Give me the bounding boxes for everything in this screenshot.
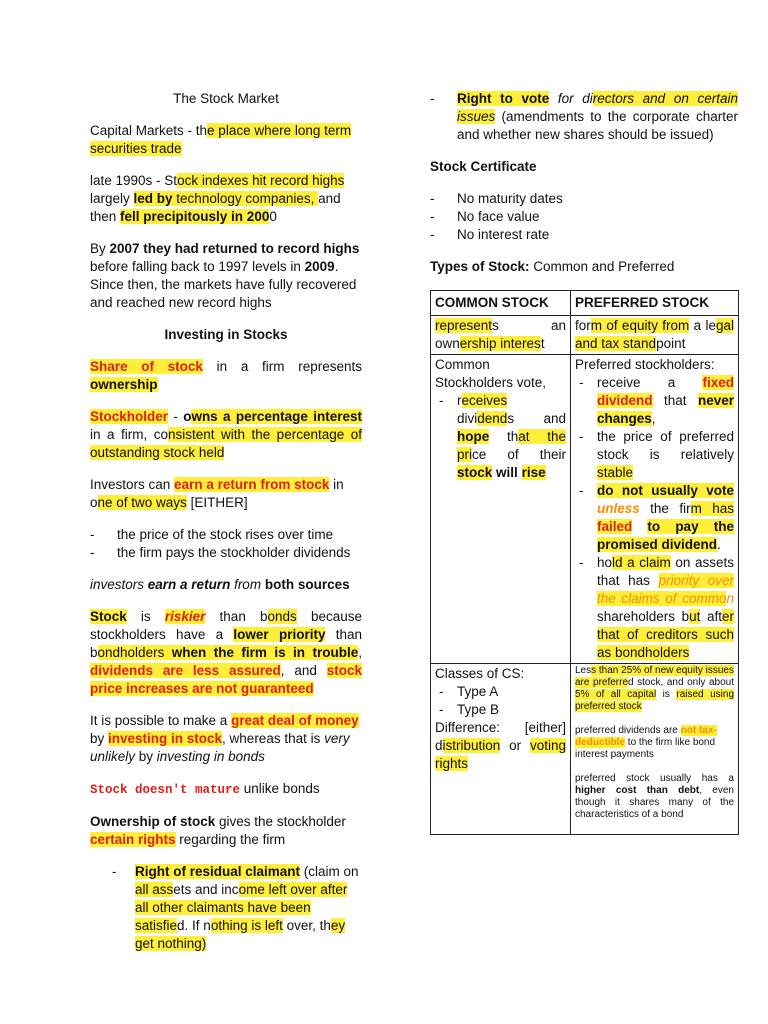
paragraph [90, 122, 362, 158]
text-run-styled: ownership [90, 377, 158, 392]
text-run: (amendments to the corporate charter and whether new shares should be issued) [457, 109, 738, 142]
list-item [575, 374, 734, 428]
text-run: Classes of CS: [435, 666, 525, 681]
text-run-styled: will [496, 465, 522, 480]
text-run: gives the stockholder [215, 814, 346, 829]
list-item [575, 482, 734, 554]
paragraph [90, 326, 362, 344]
dash-list [90, 863, 362, 953]
text-run: preferred dividends are [575, 725, 681, 736]
list-item [90, 526, 362, 544]
list-item [430, 226, 738, 244]
text-run-styled: ey get nothing) [135, 918, 346, 951]
text-run-styled: all ass [135, 882, 174, 897]
text-run: to the firm like bond interest payments [575, 737, 716, 760]
text-run: Type A [457, 684, 499, 699]
text-run: the fir [639, 501, 691, 516]
paragraph [575, 725, 734, 761]
text-run: ho [597, 555, 613, 570]
text-run: It is possible to make a [90, 713, 232, 728]
text-run-styled: stable [597, 465, 634, 480]
text-run-styled: ondholders [97, 645, 172, 660]
text-run-styled: fixed dividend [597, 375, 734, 408]
list-item [90, 544, 362, 562]
text-run-styled: ome left over after all other claimants have been satisfie [135, 882, 348, 933]
text-run-styled: dend [477, 411, 508, 426]
text-run-styled: when the firm is in trouble [171, 645, 359, 660]
preferred-stock-cell [571, 316, 739, 355]
text-run-styled: never changes [597, 393, 734, 426]
text-run: d. If n [177, 918, 211, 933]
text-run-styled: fell precipitously in 200 [120, 209, 270, 224]
text-run-styled: at the pri [457, 429, 567, 462]
text-run: 0 [269, 209, 277, 224]
text-run-styled: stock price increases are not guaranteed [90, 663, 362, 696]
list-item [435, 683, 566, 701]
text-run: on assets that has [597, 555, 734, 588]
list-item [575, 554, 734, 662]
stock-types-table [430, 290, 739, 835]
text-run-styled: do not usually vote [597, 483, 734, 498]
text-run-styled: m has [690, 501, 735, 516]
text-run: (claim on [300, 864, 359, 879]
paragraph [435, 665, 566, 683]
common-stock-cell [431, 316, 571, 355]
text-run-styled: ld a claim [612, 555, 671, 570]
text-run-styled: e place where long term securities trade [90, 123, 352, 156]
paragraph [430, 158, 738, 176]
table-header-row [431, 291, 739, 316]
text-run: shareholders b [597, 609, 690, 624]
text-run-styled: investing in stock [108, 731, 223, 746]
text-run-styled: m of equity from [590, 318, 690, 333]
paragraph [435, 719, 566, 773]
text-run-styled: not tax-deductible [575, 725, 717, 748]
list-item [90, 863, 362, 953]
text-run: , whereas that is [222, 731, 325, 746]
paragraph [575, 317, 734, 353]
text-run: r [457, 393, 462, 408]
text-run-styled: unless [597, 501, 640, 516]
text-run: Difference: [either] d [435, 720, 566, 753]
text-run: t [540, 336, 545, 351]
paragraph [435, 356, 566, 392]
text-run-styled: Stockholder [90, 409, 169, 424]
text-run-styled: istribution [442, 738, 501, 753]
text-run: in o [90, 477, 344, 510]
text-run-styled: riskier [164, 609, 206, 624]
text-run-styled: Share of stock [90, 359, 203, 374]
text-run-styled: Stock doesn't mature [90, 783, 241, 797]
text-run: s an own [435, 318, 566, 351]
text-run-styled: certain rights [90, 832, 176, 847]
dash-list [90, 526, 362, 562]
paragraph [90, 408, 362, 462]
paragraph [90, 712, 362, 766]
paragraph [575, 773, 734, 821]
text-run: By [90, 241, 110, 256]
text-run-styled: great deal of money [231, 713, 359, 728]
text-run-styled: stock [457, 465, 493, 480]
text-run: a [318, 191, 326, 206]
text-run-styled: 2009 [304, 259, 335, 274]
text-run-styled: Investing in Stocks [164, 327, 288, 342]
text-run: Common and Preferred [529, 259, 675, 274]
text-run: Common Stockholders vote, [435, 357, 547, 390]
text-run: by [90, 731, 109, 746]
text-run-styled: hope [457, 429, 490, 444]
table-body [431, 316, 739, 835]
text-run-styled: n [726, 591, 734, 606]
paragraph [90, 358, 362, 394]
text-run-styled: onds [267, 609, 297, 624]
text-run-styled: othing is left [210, 918, 283, 933]
text-run: ets and inc [173, 882, 239, 897]
text-run-styled: Right of residual claimant [135, 864, 301, 879]
text-run-styled: ut [689, 609, 701, 624]
text-run: the firm pays the stockholder dividends [117, 545, 351, 560]
text-run: preferred stock usually has a [575, 773, 734, 784]
text-run: [EITHER] [186, 495, 248, 510]
text-run-styled: raised using preferred stock [575, 689, 735, 712]
preferred-stock-cell [571, 355, 739, 664]
paragraph [90, 90, 362, 108]
text-run: largely [90, 191, 134, 206]
dash-list [430, 90, 738, 144]
paragraph [90, 240, 362, 312]
text-run: for [575, 318, 591, 333]
text-run: nd then [90, 191, 341, 224]
text-run: aft [700, 609, 722, 624]
text-run-styled: Ownership of stock [90, 814, 216, 829]
text-run: in a firm, co [90, 427, 168, 442]
text-run: by [135, 749, 157, 764]
list-item [575, 428, 734, 482]
text-run-styled: Right to vote [457, 91, 550, 106]
text-run: late 1990s - St [90, 173, 178, 188]
text-run: Investors can [90, 477, 175, 492]
text-run: point [656, 336, 686, 351]
paragraph [435, 317, 566, 353]
paragraph [575, 665, 734, 713]
text-run-styled: gal and tax stand [575, 318, 734, 351]
right-column [430, 90, 738, 835]
text-run: is [126, 609, 165, 624]
text-run: receive a [597, 375, 703, 390]
text-run: , [651, 411, 656, 426]
text-run-styled: both sources [264, 577, 350, 592]
text-run: the price of preferred stock is relatively [597, 429, 734, 462]
text-run-styled: dividends are less assured [90, 663, 281, 678]
text-run: - [168, 409, 184, 424]
text-run: . [717, 537, 721, 552]
paragraph [575, 356, 734, 374]
text-run: than b [90, 627, 363, 660]
text-run-styled: rise [521, 465, 546, 480]
text-run: Capital Markets - th [90, 123, 208, 138]
text-run: d stock, and only about [628, 677, 734, 688]
text-run-styled: technology companies, [172, 191, 319, 206]
text-run: unlike bonds [240, 781, 320, 796]
table-row [431, 316, 739, 355]
text-run-styled: rectors and on certain issues [457, 91, 738, 124]
paragraph [90, 476, 362, 512]
text-run-styled: ne of two ways [97, 495, 187, 510]
text-run: , and [280, 663, 327, 678]
text-run-styled: 5% of all capital [575, 689, 657, 700]
list-item [430, 208, 738, 226]
text-run-styled: priority over the claims of commo [597, 573, 734, 606]
text-run-styled: failed [597, 519, 633, 534]
dash-list [435, 392, 566, 482]
text-run-styled: to pay the promised dividend [597, 519, 734, 552]
text-run: No maturity dates [457, 191, 563, 206]
text-run-styled: earn a return [147, 577, 231, 592]
text-run: ce of their [472, 447, 566, 462]
text-run: or [500, 738, 530, 753]
list-item [435, 392, 566, 482]
text-run: , [358, 645, 362, 660]
table-row [431, 664, 739, 835]
text-run: divi [457, 411, 478, 426]
text-run: because stockholders have a [90, 609, 362, 642]
text-run: in a firm represents [202, 359, 362, 374]
text-run-styled: 2007 they had returned to record highs [109, 241, 360, 256]
text-run-styled: Stock [90, 609, 127, 624]
text-run: over, th [282, 918, 331, 933]
text-run: No face value [457, 209, 540, 224]
text-run-styled: nsistent with the percentage of outstanding stock held [90, 427, 362, 460]
text-run: Preferred stockholders: [575, 357, 715, 372]
text-run: that [652, 393, 698, 408]
text-run: s and [507, 411, 566, 426]
paragraph [90, 813, 362, 849]
text-run-styled: investing in bonds [156, 749, 265, 764]
text-run-styled: for di [549, 91, 593, 106]
text-run: No interest rate [457, 227, 550, 242]
column-header-preferred: PREFERRED STOCK [571, 291, 739, 316]
dash-list [575, 374, 734, 662]
text-run: is [656, 689, 677, 700]
list-item [430, 190, 738, 208]
text-run: th [489, 429, 519, 444]
right-column-notes [430, 90, 738, 276]
text-run-styled: Stock Certificate [430, 159, 537, 174]
text-run-styled: ership interes [459, 336, 541, 351]
text-run-styled: s than 25% of new equity issues are preferre [575, 665, 734, 688]
text-run: regarding the firm [175, 832, 286, 847]
text-run-styled: earn a return from stock [174, 477, 330, 492]
dash-list [435, 683, 566, 719]
column-header-common: COMMON STOCK [431, 291, 571, 316]
text-run: before falling back to 1997 levels in [90, 259, 305, 274]
text-run: the price of the stock rises over time [117, 527, 334, 542]
text-run: a le [689, 318, 716, 333]
text-run: than b [205, 609, 268, 624]
text-run-styled: led by [133, 191, 173, 206]
preferred-stock-cell [571, 664, 739, 835]
list-item [435, 701, 566, 719]
text-run-styled: from [230, 577, 265, 592]
text-run: The Stock Market [173, 91, 279, 106]
text-run-styled: wns a percentage interest [191, 409, 363, 424]
text-run-styled: higher cost than debt [575, 785, 700, 796]
text-run: Type B [457, 702, 500, 717]
text-run-styled: voting rights [435, 738, 566, 771]
paragraph [430, 258, 738, 276]
text-run: . Since then, the markets have fully recovered and reached new record highs [90, 259, 357, 310]
text-run-styled: very unlikely [90, 731, 350, 764]
left-column [90, 90, 362, 967]
text-run-styled: ock indexes hit record highs [177, 173, 345, 188]
paragraph [90, 172, 362, 226]
table-row [431, 355, 739, 664]
list-item [430, 90, 738, 144]
text-run-styled: investors [90, 577, 148, 592]
text-run: , even though it shares many of the characteristics of a bond [575, 785, 734, 820]
paragraph [90, 780, 362, 799]
paragraph [90, 608, 362, 698]
text-run-styled: eceives [461, 393, 508, 408]
text-run-styled: Types of Stock: [430, 259, 530, 274]
text-run-styled: lower priority [233, 627, 326, 642]
paragraph [90, 576, 362, 594]
text-run: Les [575, 665, 592, 676]
common-stock-cell [431, 664, 571, 835]
text-run [632, 519, 647, 534]
text-run-styled: er that of creditors such as bondholders [597, 609, 735, 660]
common-stock-cell [431, 355, 571, 664]
text-run-styled: o [183, 409, 192, 424]
text-run-styled: represent [435, 318, 493, 333]
dash-list [430, 190, 738, 244]
